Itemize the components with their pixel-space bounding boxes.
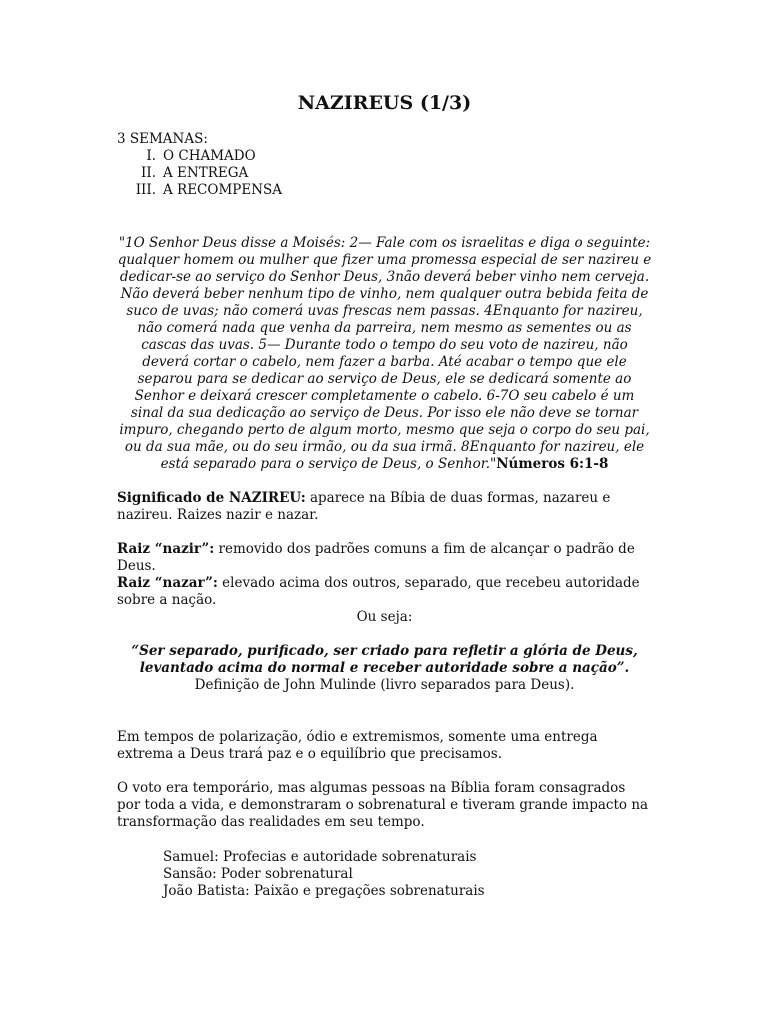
bible-quote — [117, 235, 652, 473]
list-item: João Batista: Paixão e pregações sobrenaturais — [163, 883, 485, 899]
weeks-list — [117, 131, 652, 199]
ou-seja: Ou seja: — [356, 609, 413, 625]
meaning-paragraph — [117, 490, 652, 524]
meaning-text: aparece na Bíbia de duas formas, nazareu e nazireu. Raizes nazir e nazar. — [117, 490, 611, 523]
root-label: Raiz “nazir”: — [117, 541, 215, 557]
list-item — [117, 148, 652, 165]
list-item-number: II. — [141, 165, 156, 181]
root-text: elevado acima dos outros, separado, que recebeu autoridade sobre a nação. — [117, 575, 640, 608]
list-item-number: I. — [146, 148, 156, 164]
list-item — [117, 165, 652, 182]
weeks-heading: 3 SEMANAS: — [117, 131, 208, 147]
document-title: NAZIREUS (1/3) — [297, 92, 472, 114]
definition-quote: “Ser separado, purificado, ser criado para refletir a glória de Deus, levantado acima do normal e receber autoridade sobre a nação”. — [131, 643, 638, 676]
root-label: Raiz “nazar”: — [117, 575, 218, 591]
list-item-label: A ENTREGA — [163, 165, 249, 181]
bible-reference: Números 6:1-8 — [496, 456, 609, 472]
roots-section — [117, 541, 652, 609]
definition-source: Definição de John Mulinde (livro separados para Deus). — [194, 677, 575, 693]
root-text: removido dos padrões comuns a fim de alcançar o padrão de Deus. — [117, 541, 635, 574]
paragraph-vow: O voto era temporário, mas algumas pessoas na Bíblia foram consagrados por toda a vida, e demonstraram o sobrenatural e tiveram grande impacto na transformação das realidades em seu tempo. — [117, 780, 649, 830]
definition-section — [117, 643, 652, 694]
list-item: Sansão: Poder sobrenatural — [163, 866, 353, 882]
root-nazar — [117, 575, 652, 609]
list-item-number: III. — [135, 182, 156, 198]
root-nazir — [117, 541, 652, 575]
paragraph-polarization: Em tempos de polarização, ódio e extremismos, somente uma entrega extrema a Deus trará paz e o equilíbrio que precisamos. — [117, 729, 598, 762]
list-item-label: O CHAMADO — [163, 148, 256, 164]
examples-list — [117, 849, 698, 900]
list-item — [117, 182, 652, 199]
bible-quote-text: "1O Senhor Deus disse a Moisés: 2— Fale com os israelitas e diga o seguinte: qualquer homem ou mulher que fizer uma promessa especial de ser nazireu e dedicar-se ao serviço do Senhor Deus, 3não deverá beber vinho nem cerveja. Não deverá beber nenhum tipo de vinho, nem qualquer outra bebida feita de suco de uvas; não comerá uvas frescas nem passas. 4Enquanto for nazireu, não comerá nada que venha da parreira, nem mesmo as sementes ou as cascas das uvas. 5— Durante todo o tempo do seu voto de nazireu, não deverá cortar o cabelo, nem fazer a barba. Até acabar o tempo que ele separou para se dedicar ao serviço de Deus, ele se dedicará somente ao Senhor e deixará crescer completamente o cabelo. 6-7O seu cabelo é um sinal da sua dedicação ao serviço de Deus. Por isso ele não deve se tornar impuro, chegando perto de algum morto, mesmo que seja o corpo do seu pai, ou da sua mãe, ou do seu irmão, ou da sua irmã. 8Enquanto for nazireu, ele está separado para o serviço de Deus, o Senhor." — [117, 235, 652, 472]
meaning-label: Significado de NAZIREU: — [117, 490, 306, 506]
list-item: Samuel: Profecias e autoridade sobrenaturais — [163, 849, 477, 865]
list-item-label: A RECOMPENSA — [163, 182, 283, 198]
